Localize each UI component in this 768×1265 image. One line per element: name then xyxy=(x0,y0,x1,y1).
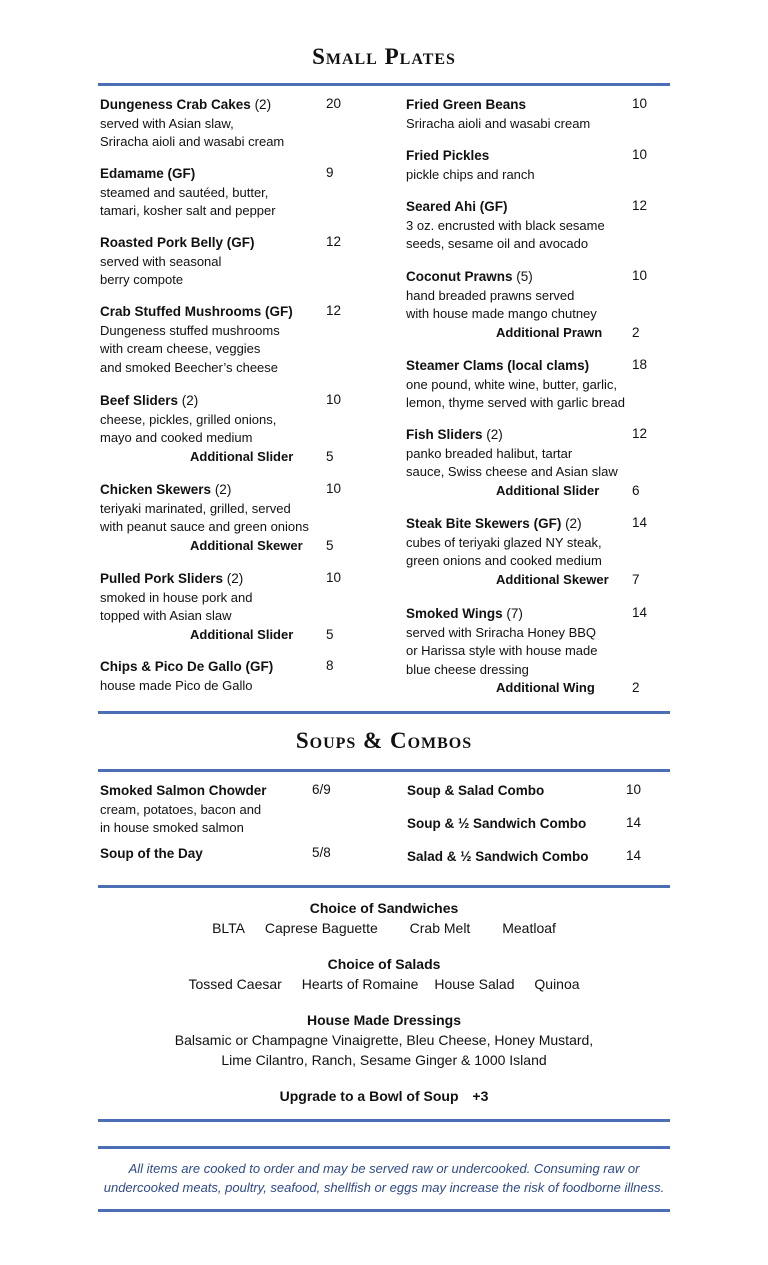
menu-item xyxy=(100,165,330,221)
item-name: Soup & ½ Sandwich Combo xyxy=(407,816,587,831)
menu-item xyxy=(406,198,636,254)
item-name: Seared Ahi (GF) xyxy=(406,199,508,214)
small-plates-title: Small Plates xyxy=(312,44,456,69)
salad-options xyxy=(0,976,768,992)
item-quantity: (5) xyxy=(512,269,533,284)
sandwich-option: BLTA xyxy=(212,920,245,936)
item-name: Edamame (GF) xyxy=(100,166,196,181)
item-quantity: (2) xyxy=(482,427,503,442)
item-description: panko breaded halibut, tartar xyxy=(406,445,573,461)
item-description: seeds, sesame oil and avocado xyxy=(406,236,589,251)
sandwich-option: Caprese Baguette xyxy=(264,920,378,936)
menu-item xyxy=(100,570,330,626)
item-price: 14 xyxy=(632,515,648,530)
additional-price: 2 xyxy=(632,680,640,695)
item-price: 10 xyxy=(626,782,642,797)
salad-option: House Salad xyxy=(434,976,515,992)
item-description: sauce, Swiss cheese and Asian slaw xyxy=(406,464,618,479)
item-description: cubes of teriyaki glazed NY steak, xyxy=(406,534,602,550)
item-quantity: (2) xyxy=(223,571,244,586)
menu-item xyxy=(100,96,330,152)
item-description: one pound, white wine, butter, garlic, xyxy=(406,376,618,392)
item-name: Soup of the Day xyxy=(100,846,203,861)
additional-price: 5 xyxy=(326,537,334,553)
item-description: berry compote xyxy=(100,272,184,287)
item-description: cream, potatoes, bacon and xyxy=(100,801,262,817)
item-description: Sriracha aioli and wasabi cream xyxy=(100,134,285,149)
item-name: Chips & Pico De Gallo (GF) xyxy=(100,659,274,674)
menu-item xyxy=(406,515,636,571)
item-description: lemon, thyme served with garlic bread xyxy=(406,395,625,410)
additional-label: Additional Slider xyxy=(496,482,600,498)
item-name: Steamer Clams (local clams) xyxy=(406,358,590,373)
item-price: 5/8 xyxy=(312,845,331,860)
item-price: 14 xyxy=(626,848,642,863)
item-price: 9 xyxy=(326,165,334,180)
item-description: served with Asian slaw, xyxy=(100,115,234,131)
item-name: Fish Sliders xyxy=(406,427,483,442)
menu-item xyxy=(407,848,637,867)
item-description: green onions and cooked medium xyxy=(406,553,602,568)
divider xyxy=(98,1209,670,1212)
item-description: Sriracha aioli and wasabi cream xyxy=(406,115,591,131)
additional-label: Additional Prawn xyxy=(496,324,603,340)
item-name: Crab Stuffed Mushrooms (GF) xyxy=(100,304,293,319)
item-quantity: (2) xyxy=(178,393,199,408)
sandwiches-heading: Choice of Sandwiches xyxy=(309,900,459,916)
item-description: with peanut sauce and green onions xyxy=(100,519,309,534)
upgrade-price: +3 xyxy=(472,1088,489,1104)
menu-item xyxy=(406,96,636,133)
item-name: Coconut Prawns xyxy=(406,269,513,284)
item-description: with cream cheese, veggies xyxy=(100,341,261,356)
item-quantity: (7) xyxy=(502,606,523,621)
item-price: 20 xyxy=(326,96,342,111)
item-description: blue cheese dressing xyxy=(406,661,529,677)
item-description: smoked in house pork and xyxy=(100,589,253,605)
item-name: Fried Green Beans xyxy=(406,97,527,112)
item-description: with house made mango chutney xyxy=(406,306,597,321)
additional-price: 7 xyxy=(632,571,640,587)
item-description: topped with Asian slaw xyxy=(100,608,232,623)
item-description: teriyaki marinated, grilled, served xyxy=(100,500,291,516)
menu-item xyxy=(100,782,330,838)
menu-item xyxy=(406,268,636,324)
item-quantity: (2) xyxy=(250,97,272,112)
disclaimer-line: undercooked meats, poultry, seafood, shellfish or eggs may increase the risk of foodborne illness. xyxy=(103,1180,665,1195)
soups-title: Soups & Combos xyxy=(295,728,473,753)
additional-price: 2 xyxy=(632,324,640,340)
additional-price: 5 xyxy=(326,626,334,642)
salad-option: Quinoa xyxy=(534,976,580,992)
dressings-line: Lime Cilantro, Ranch, Sesame Ginger & 1000 Island xyxy=(221,1052,547,1068)
item-price: 18 xyxy=(632,357,648,372)
disclaimer xyxy=(100,1159,668,1197)
item-quantity: (2) xyxy=(561,516,582,531)
additional-label: Additional Skewer xyxy=(496,571,609,587)
item-price: 10 xyxy=(632,268,648,283)
menu-item xyxy=(100,234,330,290)
menu-item xyxy=(100,658,330,695)
item-price: 14 xyxy=(632,605,648,620)
additional-label: Additional Wing xyxy=(496,680,595,695)
menu-item xyxy=(406,357,636,413)
item-description: house made Pico de Gallo xyxy=(100,677,253,693)
item-name: Beef Sliders xyxy=(100,393,179,408)
divider xyxy=(98,769,670,772)
item-price: 10 xyxy=(326,392,342,407)
item-name: Roasted Pork Belly (GF) xyxy=(100,235,255,250)
menu-item xyxy=(406,426,636,482)
item-name: Smoked Salmon Chowder xyxy=(100,783,267,798)
additional-price: 5 xyxy=(326,448,334,464)
additional-price: 6 xyxy=(632,482,640,498)
item-description: cheese, pickles, grilled onions, xyxy=(100,411,277,427)
item-price: 12 xyxy=(632,426,648,441)
item-price: 8 xyxy=(326,658,334,673)
item-description: tamari, kosher salt and pepper xyxy=(100,203,276,218)
item-description: mayo and cooked medium xyxy=(100,430,253,445)
divider xyxy=(98,711,670,714)
item-name: Pulled Pork Sliders xyxy=(100,571,224,586)
item-price: 12 xyxy=(326,234,342,249)
item-name: Dungeness Crab Cakes xyxy=(100,97,251,112)
upgrade-line xyxy=(0,1088,768,1104)
menu-item xyxy=(100,481,330,537)
item-description: hand breaded prawns served xyxy=(406,287,575,303)
item-name: Soup & Salad Combo xyxy=(407,783,545,798)
item-price: 10 xyxy=(632,96,648,111)
menu-item xyxy=(406,605,636,679)
item-price: 10 xyxy=(632,147,648,162)
item-price: 12 xyxy=(632,198,648,213)
item-price: 14 xyxy=(626,815,642,830)
sandwich-option: Crab Melt xyxy=(409,920,471,936)
item-description: in house smoked salmon xyxy=(100,820,244,835)
item-description: pickle chips and ranch xyxy=(406,166,535,182)
item-price: 6/9 xyxy=(312,782,331,797)
divider xyxy=(98,1146,670,1149)
divider xyxy=(98,885,670,888)
menu-item xyxy=(100,303,330,377)
item-description: and smoked Beecher’s cheese xyxy=(100,359,279,375)
item-name: Fried Pickles xyxy=(406,148,490,163)
menu-item xyxy=(407,782,637,801)
item-description: served with Sriracha Honey BBQ xyxy=(406,624,597,640)
item-description: steamed and sautéed, butter, xyxy=(100,184,269,200)
item-name: Chicken Skewers xyxy=(100,482,212,497)
divider xyxy=(98,83,670,86)
item-description: served with seasonal xyxy=(100,253,222,269)
item-description: or Harissa style with house made xyxy=(406,643,598,658)
sandwich-options xyxy=(0,920,768,936)
item-description: 3 oz. encrusted with black sesame xyxy=(406,217,605,233)
menu-item xyxy=(406,147,636,184)
dressings-heading: House Made Dressings xyxy=(306,1012,462,1028)
item-price: 10 xyxy=(326,481,342,496)
dressings-line: Balsamic or Champagne Vinaigrette, Bleu Cheese, Honey Mustard, xyxy=(174,1032,594,1048)
additional-label: Additional Skewer xyxy=(190,537,303,553)
additional-label: Additional Slider xyxy=(190,626,294,642)
additional-label: Additional Slider xyxy=(190,448,294,464)
menu-item xyxy=(407,815,637,834)
disclaimer-line: All items are cooked to order and may be served raw or undercooked. Consuming raw or xyxy=(128,1161,640,1176)
sandwich-option: Meatloaf xyxy=(502,920,556,936)
salad-option: Hearts of Romaine xyxy=(301,976,419,992)
item-name: Salad & ½ Sandwich Combo xyxy=(407,849,589,864)
salads-heading: Choice of Salads xyxy=(327,956,441,972)
item-name: Smoked Wings xyxy=(406,606,503,621)
upgrade-label: Upgrade to a Bowl of Soup xyxy=(279,1088,459,1104)
item-description: Dungeness stuffed mushrooms xyxy=(100,322,280,338)
item-quantity: (2) xyxy=(211,482,232,497)
salad-option: Tossed Caesar xyxy=(188,976,282,992)
divider xyxy=(98,1119,670,1122)
menu-item xyxy=(100,392,330,448)
menu-item xyxy=(100,845,330,864)
item-price: 12 xyxy=(326,303,342,318)
item-price: 10 xyxy=(326,570,342,585)
item-name: Steak Bite Skewers (GF) xyxy=(406,516,562,531)
